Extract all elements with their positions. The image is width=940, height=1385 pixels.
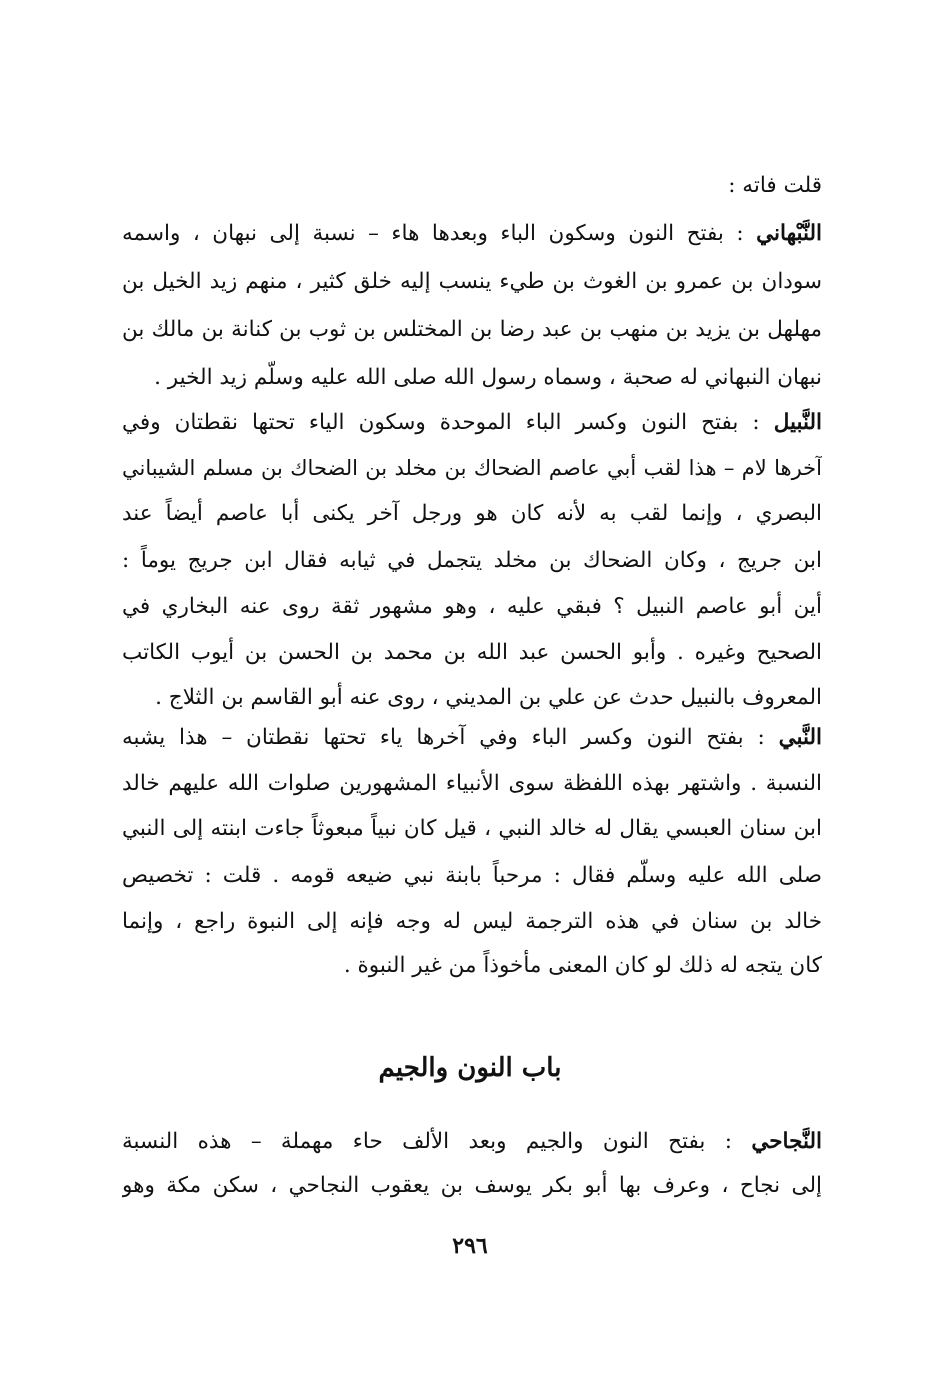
entry-nabil-line-6: الصحيح وغيره . وأبو الحسن عبد الله بن محمد بن الحسن بن أيوب الكاتب — [122, 640, 822, 665]
entry-text: : بفتح النون والجيم وبعد الألف حاء مهملة – هذه النسبة — [122, 1129, 732, 1154]
entry-najahi-line-1 — [122, 1122, 822, 1162]
entry-nabi-line-6: كان يتجه له ذلك لو كان المعنى مأخوذاً من غير النبوة . — [343, 953, 822, 978]
entry-nabil-line-5: أين أبو عاصم النبيل ؟ فبقي عليه ، وهو مشهور ثقة روى عنه البخاري في — [122, 594, 822, 619]
entry-najahi-line-2: إلى نجاح ، وعرف بها أبو بكر يوسف بن يعقوب النجاحي ، سكن مكة وهو — [122, 1173, 822, 1198]
note-intro-text: قلت فاته : — [728, 173, 822, 198]
entry-nabil-line-3: البصري ، وإنما لقب به لأنه كان هو ورجل آخر يكنى أبا عاصم أيضاً عند — [122, 501, 822, 526]
section-heading: باب النون والجيم — [378, 1053, 562, 1083]
entry-text: : بفتح النون وسكون الباء وبعدها هاء – نسبة إلى نبهان ، واسمه — [122, 221, 744, 246]
entry-nabi-line-4: صلى الله عليه وسلّم فقال : مرحباً بابنة نبي ضيعه قومه . قلت : تخصيص — [122, 863, 822, 888]
headword-nabhani: النَّبْهاني — [756, 221, 822, 246]
entry-nabhani-line-1 — [122, 214, 822, 254]
note-intro — [122, 166, 822, 206]
entry-text: : بفتح النون وكسر الباء وفي آخرها ياء تحتها نقطتان – هذا يشبه — [122, 725, 765, 750]
entry-nabi-line-2: النسبة . واشتهر بهذه اللفظة سوى الأنبياء المشهورين صلوات الله عليهم خالد — [122, 771, 822, 796]
entry-nabhani-line-2: سودان بن عمرو بن الغوث بن طيء ينسب إليه خلق كثير ، منهم زيد الخيل بن — [122, 269, 822, 294]
entry-nabil-line-4: ابن جريج ، وكان الضحاك بن مخلد يتجمل في ثيابه فقال ابن جريج يوماً : — [122, 548, 822, 573]
entry-text: : بفتح النون وكسر الباء الموحدة وسكون الياء تحتها نقطتان وفي — [122, 410, 760, 435]
headword-nabi: النَّبي — [778, 725, 822, 750]
entry-nabi-line-5: خالد بن سنان في هذه الترجمة ليس له وجه فإنه إلى النبوة راجع ، وإنما — [122, 909, 822, 934]
entry-nabhani-line-4: نبهان النبهاني له صحبة ، وسماه رسول الله صلى الله عليه وسلّم زيد الخير . — [154, 365, 822, 390]
entry-nabil-line-2: آخرها لام – هذا لقب أبي عاصم الضحاك بن مخلد بن الضحاك بن مسلم الشيباني — [122, 456, 822, 480]
entry-nabil-line-7: المعروف بالنبيل حدث عن علي بن المديني ، روى عنه أبو القاسم بن الثلاج . — [155, 685, 822, 710]
entry-nabi-line-3: ابن سنان العبسي يقال له خالد النبي ، قيل كان نبياً مبعوثاً جاءت ابنته إلى النبي — [122, 816, 822, 841]
entry-nabi-line-1 — [122, 718, 822, 758]
headword-nabil: النَّبيل — [773, 410, 822, 435]
headword-najahi: النَّجاحي — [751, 1129, 822, 1154]
entry-nabhani-line-3: مهلهل بن يزيد بن منهب بن عبد رضا بن المختلس بن ثوب بن كنانة بن مالك بن — [122, 317, 822, 342]
entry-nabil-line-1 — [122, 403, 822, 443]
page-number: ٢٩٦ — [452, 1233, 488, 1259]
